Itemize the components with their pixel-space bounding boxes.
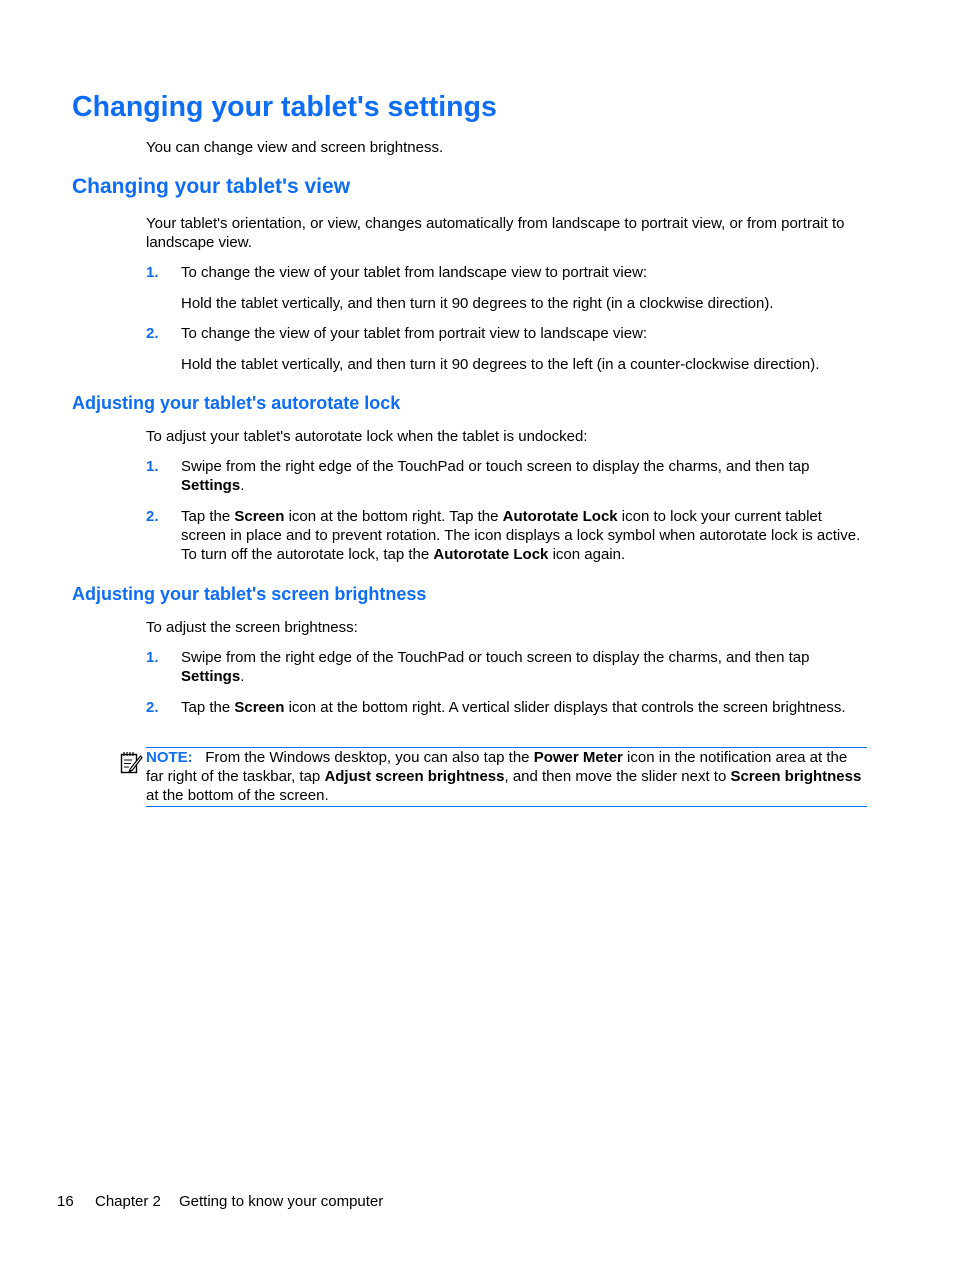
autorotate-step-2-text: Tap the Screen icon at the bottom right. Tap the Autorotate Lock icon to lock your current tablet screen in place and to prevent rotation. The icon displays a lock symbol when autorotate lock is active. To turn off the autorotate lock, tap the Autorotate Lock icon again. bbox=[181, 508, 861, 563]
chapter-label: Chapter 2 bbox=[95, 1193, 161, 1210]
autorotate-lock-term: Autorotate Lock bbox=[502, 508, 618, 525]
screen-brightness-term: Screen brightness bbox=[730, 768, 862, 785]
note-icon bbox=[119, 750, 143, 776]
adjust-brightness-term: Adjust screen brightness bbox=[324, 768, 505, 785]
section-heading-view: Changing your tablet's view bbox=[72, 175, 351, 198]
chapter-title: Getting to know your computer bbox=[179, 1193, 384, 1210]
brightness-step-1-number: 1. bbox=[146, 649, 159, 666]
autorotate-body: To adjust your tablet's autorotate lock when the tablet is undocked: bbox=[146, 428, 588, 445]
page-title: Changing your tablet's settings bbox=[72, 91, 497, 123]
section-heading-autorotate: Adjusting your tablet's autorotate lock bbox=[72, 393, 401, 413]
page-number: 16 bbox=[57, 1193, 74, 1210]
brightness-step-2-text: Tap the Screen icon at the bottom right. A vertical slider displays that controls the screen brightness. bbox=[181, 699, 846, 716]
autorotate-step-1-text: Swipe from the right edge of the TouchPad or touch screen to display the charms, and then tap Settings. bbox=[181, 458, 810, 494]
brightness-step-2-number: 2. bbox=[146, 699, 159, 716]
settings-term: Settings bbox=[181, 668, 241, 685]
intro-text: You can change view and screen brightness. bbox=[146, 139, 444, 156]
autorotate-step-2-number: 2. bbox=[146, 508, 159, 525]
note-bottom-rule bbox=[146, 806, 867, 807]
screen-term: Screen bbox=[234, 508, 285, 525]
settings-term: Settings bbox=[181, 477, 241, 494]
autorotate-step-1-number: 1. bbox=[146, 458, 159, 475]
screen-term: Screen bbox=[234, 699, 285, 716]
view-step-1-detail: Hold the tablet vertically, and then turn it 90 degrees to the right (in a clockwise direction). bbox=[181, 295, 774, 312]
brightness-body: To adjust the screen brightness: bbox=[146, 619, 358, 636]
view-step-2-text: To change the view of your tablet from portrait view to landscape view: bbox=[181, 325, 648, 342]
view-step-1-number: 1. bbox=[146, 264, 159, 281]
view-body: Your tablet's orientation, or view, changes automatically from landscape to portrait view, or from portrait to landscape view. bbox=[146, 215, 845, 251]
note-label: NOTE: bbox=[146, 749, 193, 766]
view-step-2-detail: Hold the tablet vertically, and then turn it 90 degrees to the left (in a counter-clockwise direction). bbox=[181, 356, 820, 373]
power-meter-term: Power Meter bbox=[533, 749, 623, 766]
view-step-2-number: 2. bbox=[146, 325, 159, 342]
view-step-1-text: To change the view of your tablet from landscape view to portrait view: bbox=[181, 264, 648, 281]
autorotate-lock-term-2: Autorotate Lock bbox=[433, 546, 549, 563]
note-text: NOTE: From the Windows desktop, you can also tap the Power Meter icon in the notification area at the far right of the taskbar, tap Adjust screen brightness, and then move the slider next to Screen brightness at the bottom of the screen. bbox=[146, 749, 862, 804]
brightness-step-1-text: Swipe from the right edge of the TouchPad or touch screen to display the charms, and then tap Settings. bbox=[181, 649, 810, 685]
section-heading-brightness: Adjusting your tablet's screen brightness bbox=[72, 584, 427, 604]
